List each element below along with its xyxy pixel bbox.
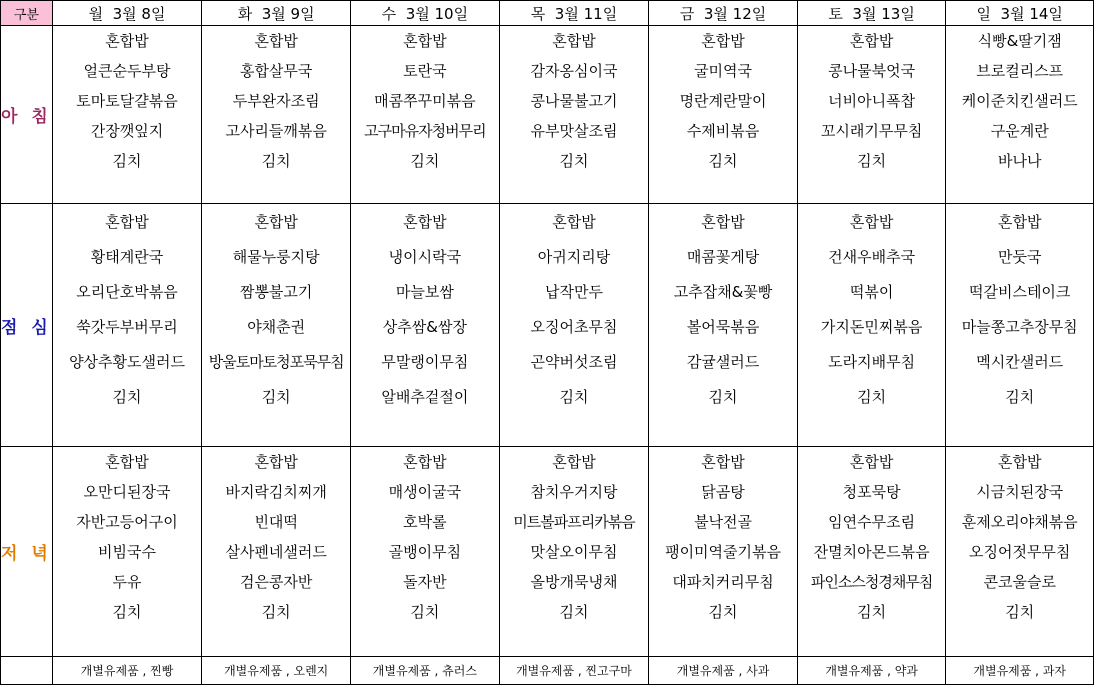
menu-item: 청포묵탕 <box>797 477 946 507</box>
snack-item: 개별유제품 , 오렌지 <box>202 657 351 685</box>
menu-item: 알배추겉절이 <box>351 379 500 414</box>
menu-item: 양상추황도샐러드 <box>52 344 202 379</box>
menu-item: 미트볼파프리카볶음 <box>499 507 649 537</box>
menu-item: 매생이굴국 <box>351 477 500 507</box>
menu-item: 김치 <box>499 597 649 627</box>
header-row <box>1 1 1094 26</box>
menu-item: 야채춘권 <box>202 309 351 344</box>
menu-item <box>946 414 1094 447</box>
menu-item: 감귤샐러드 <box>649 344 798 379</box>
menu-item: 김치 <box>946 379 1094 414</box>
menu-item: 검은콩자반 <box>202 567 351 597</box>
menu-item: 혼합밥 <box>797 204 946 239</box>
menu-item: 홍합살무국 <box>202 56 351 86</box>
menu-item: 김치 <box>649 146 798 176</box>
menu-item <box>351 627 500 657</box>
dinner-label: 저 녁 <box>1 447 53 657</box>
menu-item: 수제비볶음 <box>649 116 798 146</box>
menu-item: 혼합밥 <box>202 204 351 239</box>
menu-item: 떡갈비스테이크 <box>946 274 1094 309</box>
menu-item: 혼합밥 <box>351 447 500 477</box>
snack-item: 개별유제품 , 찐고구마 <box>499 657 649 685</box>
menu-item: 혼합밥 <box>351 204 500 239</box>
menu-item: 식빵&딸기잼 <box>946 26 1094 56</box>
menu-item: 김치 <box>52 597 202 627</box>
menu-item <box>499 627 649 657</box>
menu-item: 볼어묵볶음 <box>649 309 798 344</box>
menu-item: 매콤쭈꾸미볶음 <box>351 86 500 116</box>
menu-item: 혼합밥 <box>649 26 798 56</box>
menu-item: 아귀지리탕 <box>499 239 649 274</box>
menu-item: 혼합밥 <box>797 447 946 477</box>
menu-item: 김치 <box>649 379 798 414</box>
menu-item: 토란국 <box>351 56 500 86</box>
day-header: 수 3월 10일 <box>351 1 500 26</box>
snack-item: 개별유제품 , 과자 <box>946 657 1094 685</box>
breakfast-row <box>1 86 1094 116</box>
dinner-row <box>1 447 1094 477</box>
menu-item: 호박롤 <box>351 507 500 537</box>
menu-item: 대파치커리무침 <box>649 567 798 597</box>
lunch-row <box>1 204 1094 239</box>
menu-item <box>202 176 351 204</box>
menu-item: 굴미역국 <box>649 56 798 86</box>
dinner-row <box>1 567 1094 597</box>
menu-item: 오징어초무침 <box>499 309 649 344</box>
menu-item: 멕시칸샐러드 <box>946 344 1094 379</box>
menu-item: 팽이미역줄기볶음 <box>649 537 798 567</box>
menu-item <box>797 414 946 447</box>
corner-label: 구분 <box>1 1 53 26</box>
menu-item: 도라지배무침 <box>797 344 946 379</box>
day-header: 월 3월 8일 <box>52 1 202 26</box>
breakfast-row <box>1 176 1094 204</box>
menu-item: 혼합밥 <box>499 26 649 56</box>
menu-item <box>52 176 202 204</box>
menu-item: 김치 <box>499 379 649 414</box>
menu-item: 콩나물북엇국 <box>797 56 946 86</box>
menu-item: 오만디된장국 <box>52 477 202 507</box>
breakfast-row <box>1 56 1094 86</box>
snack-row <box>1 657 1094 685</box>
dinner-row <box>1 537 1094 567</box>
menu-item <box>202 414 351 447</box>
menu-item: 김치 <box>52 146 202 176</box>
day-header: 일 3월 14일 <box>946 1 1094 26</box>
menu-item: 만둣국 <box>946 239 1094 274</box>
menu-item: 매콤꽃게탕 <box>649 239 798 274</box>
menu-item: 잔멸치아몬드볶음 <box>797 537 946 567</box>
menu-item: 혼합밥 <box>499 204 649 239</box>
menu-item: 골뱅이무침 <box>351 537 500 567</box>
lunch-row <box>1 344 1094 379</box>
menu-item: 고추잡채&꽃빵 <box>649 274 798 309</box>
menu-item: 두유 <box>52 567 202 597</box>
menu-item <box>649 414 798 447</box>
dinner-row <box>1 477 1094 507</box>
menu-item: 명란계란말이 <box>649 86 798 116</box>
menu-item: 김치 <box>797 146 946 176</box>
menu-item: 닭곰탕 <box>649 477 798 507</box>
menu-item: 납작만두 <box>499 274 649 309</box>
menu-item: 마늘보쌈 <box>351 274 500 309</box>
lunch-row <box>1 274 1094 309</box>
menu-item <box>52 414 202 447</box>
menu-item: 방울토마토청포묵무침 <box>202 344 351 379</box>
menu-item <box>797 627 946 657</box>
menu-item <box>52 627 202 657</box>
breakfast-row <box>1 26 1094 56</box>
menu-item: 감자옹심이국 <box>499 56 649 86</box>
menu-item <box>499 414 649 447</box>
menu-item: 돌자반 <box>351 567 500 597</box>
menu-item: 임연수무조림 <box>797 507 946 537</box>
menu-item: 혼합밥 <box>351 26 500 56</box>
menu-item: 콩나물불고기 <box>499 86 649 116</box>
snack-item: 개별유제품 , 사과 <box>649 657 798 685</box>
menu-item <box>499 176 649 204</box>
menu-item: 가지돈민찌볶음 <box>797 309 946 344</box>
menu-item: 김치 <box>946 597 1094 627</box>
menu-item: 자반고등어구이 <box>52 507 202 537</box>
menu-item: 떡볶이 <box>797 274 946 309</box>
menu-item: 빈대떡 <box>202 507 351 537</box>
menu-item: 냉이시락국 <box>351 239 500 274</box>
lunch-row <box>1 414 1094 447</box>
menu-item: 혼합밥 <box>499 447 649 477</box>
menu-item: 혼합밥 <box>946 204 1094 239</box>
menu-item: 혼합밥 <box>946 447 1094 477</box>
menu-item: 훈제오리야채볶음 <box>946 507 1094 537</box>
menu-item: 무말랭이무침 <box>351 344 500 379</box>
menu-item: 김치 <box>499 146 649 176</box>
menu-item: 김치 <box>351 597 500 627</box>
menu-item: 혼합밥 <box>202 447 351 477</box>
menu-item <box>946 627 1094 657</box>
menu-item: 황태계란국 <box>52 239 202 274</box>
menu-item: 혼합밥 <box>52 26 202 56</box>
menu-item: 두부완자조림 <box>202 86 351 116</box>
menu-item: 김치 <box>52 379 202 414</box>
menu-item: 김치 <box>797 379 946 414</box>
menu-item: 김치 <box>202 146 351 176</box>
menu-item: 해물누룽지탕 <box>202 239 351 274</box>
day-header: 화 3월 9일 <box>202 1 351 26</box>
menu-item: 김치 <box>202 597 351 627</box>
menu-item: 간장깻잎지 <box>52 116 202 146</box>
menu-item: 곤약버섯조림 <box>499 344 649 379</box>
breakfast-row <box>1 116 1094 146</box>
menu-item <box>351 414 500 447</box>
menu-item <box>946 176 1094 204</box>
dinner-row <box>1 507 1094 537</box>
menu-item <box>797 176 946 204</box>
snack-label-cell <box>1 657 53 685</box>
menu-item: 유부맛살조림 <box>499 116 649 146</box>
menu-item: 혼합밥 <box>649 204 798 239</box>
menu-item: 혼합밥 <box>52 447 202 477</box>
menu-item: 혼합밥 <box>649 447 798 477</box>
dinner-row <box>1 597 1094 627</box>
breakfast-row <box>1 146 1094 176</box>
snack-item: 개별유제품 , 츄러스 <box>351 657 500 685</box>
day-header: 토 3월 13일 <box>797 1 946 26</box>
menu-item <box>351 176 500 204</box>
snack-item: 개별유제품 , 찐빵 <box>52 657 202 685</box>
menu-item: 토마토달걀볶음 <box>52 86 202 116</box>
lunch-row <box>1 379 1094 414</box>
menu-item: 살사펜네샐러드 <box>202 537 351 567</box>
menu-item: 김치 <box>351 146 500 176</box>
breakfast-label: 아 침 <box>1 26 53 204</box>
menu-item: 바나나 <box>946 146 1094 176</box>
menu-item: 파인소스청경채무침 <box>797 567 946 597</box>
menu-item: 구운계란 <box>946 116 1094 146</box>
menu-item: 오리단호박볶음 <box>52 274 202 309</box>
menu-item: 너비아니폭찹 <box>797 86 946 116</box>
menu-item: 참치우거지탕 <box>499 477 649 507</box>
menu-item: 비빔국수 <box>52 537 202 567</box>
menu-item: 올방개묵냉채 <box>499 567 649 597</box>
menu-item: 김치 <box>649 597 798 627</box>
lunch-row <box>1 239 1094 274</box>
menu-item: 고사리들깨볶음 <box>202 116 351 146</box>
menu-item: 바지락김치찌개 <box>202 477 351 507</box>
menu-item: 꼬시래기무무침 <box>797 116 946 146</box>
lunch-label: 점 심 <box>1 204 53 447</box>
menu-item: 건새우배추국 <box>797 239 946 274</box>
menu-item: 혼합밥 <box>202 26 351 56</box>
menu-item: 고구마유자청버무리 <box>351 116 500 146</box>
menu-item: 맛살오이무침 <box>499 537 649 567</box>
menu-item <box>649 627 798 657</box>
snack-item: 개별유제품 , 약과 <box>797 657 946 685</box>
menu-item: 쑥갓두부버무리 <box>52 309 202 344</box>
menu-item: 혼합밥 <box>797 26 946 56</box>
menu-item: 혼합밥 <box>52 204 202 239</box>
menu-item <box>202 627 351 657</box>
lunch-row <box>1 309 1094 344</box>
menu-item: 김치 <box>797 597 946 627</box>
menu-item: 시금치된장국 <box>946 477 1094 507</box>
dinner-row <box>1 627 1094 657</box>
menu-item: 브로컬리스프 <box>946 56 1094 86</box>
menu-item: 콘코울슬로 <box>946 567 1094 597</box>
day-header: 금 3월 12일 <box>649 1 798 26</box>
menu-item <box>649 176 798 204</box>
menu-item: 상추쌈&쌈장 <box>351 309 500 344</box>
menu-item: 케이준치킨샐러드 <box>946 86 1094 116</box>
menu-item: 불낙전골 <box>649 507 798 537</box>
menu-item: 오징어젓무무침 <box>946 537 1094 567</box>
menu-item: 얼큰순두부탕 <box>52 56 202 86</box>
day-header: 목 3월 11일 <box>499 1 649 26</box>
menu-item: 짬뽕불고기 <box>202 274 351 309</box>
menu-item: 김치 <box>202 379 351 414</box>
menu-item: 마늘쫑고추장무침 <box>946 309 1094 344</box>
